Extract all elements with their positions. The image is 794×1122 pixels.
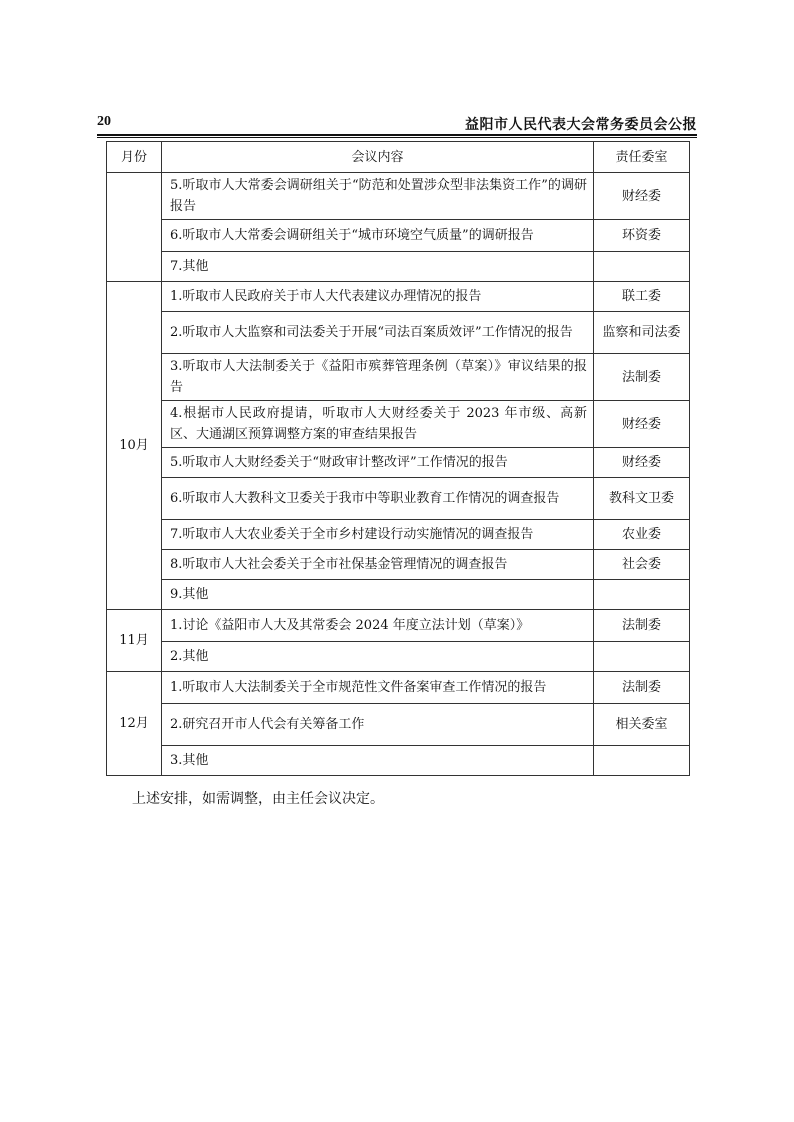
table-row [107, 282, 690, 312]
content-cell: 6.听取市人大常委会调研组关于“城市环境空气质量”的调研报告 [162, 220, 594, 252]
table-row [107, 580, 690, 610]
month-cell: 12月 [107, 672, 162, 776]
table-row [107, 746, 690, 776]
month-cell: 10月 [107, 282, 162, 610]
content-cell: 1.听取市人民政府关于市人大代表建议办理情况的报告 [162, 282, 594, 312]
table-row [107, 252, 690, 282]
content-cell: 2.其他 [162, 642, 594, 672]
dept-cell: 教科文卫委 [594, 478, 690, 520]
content-cell: 2.听取市人大监察和司法委关于开展“司法百案质效评”工作情况的报告 [162, 312, 594, 354]
dept-cell [594, 746, 690, 776]
content-cell: 2.研究召开市人代会有关筹备工作 [162, 704, 594, 746]
dept-cell: 法制委 [594, 672, 690, 704]
table-row [107, 672, 690, 704]
content-cell: 7.听取市人大农业委关于全市乡村建设行动实施情况的调查报告 [162, 520, 594, 550]
dept-cell: 财经委 [594, 173, 690, 220]
table-row [107, 610, 690, 642]
table-row [107, 550, 690, 580]
content-cell: 3.听取市人大法制委关于《益阳市殡葬管理条例（草案）》审议结果的报告 [162, 354, 594, 401]
content-cell: 5.听取市人大财经委关于“财政审计整改评”工作情况的报告 [162, 448, 594, 478]
page-number: 20 [97, 114, 111, 129]
content-cell: 4.根据市人民政府提请，听取市人大财经委关于 2023 年市级、高新区、大通湖区预算调整方案的审查结果报告 [162, 401, 594, 448]
table-row [107, 478, 690, 520]
dept-cell: 财经委 [594, 401, 690, 448]
content-cell: 1.讨论《益阳市人大及其常委会 2024 年度立法计划（草案）》 [162, 610, 594, 642]
table-row [107, 704, 690, 746]
table-row [107, 642, 690, 672]
content-cell: 1.听取市人大法制委关于全市规范性文件备案审查工作情况的报告 [162, 672, 594, 704]
content-cell: 6.听取市人大教科文卫委关于我市中等职业教育工作情况的调查报告 [162, 478, 594, 520]
content-cell: 3.其他 [162, 746, 594, 776]
dept-cell: 法制委 [594, 354, 690, 401]
dept-cell: 相关委室 [594, 704, 690, 746]
dept-cell: 环资委 [594, 220, 690, 252]
column-header-month: 月份 [107, 142, 162, 173]
table-row [107, 312, 690, 354]
dept-cell: 联工委 [594, 282, 690, 312]
dept-cell: 财经委 [594, 448, 690, 478]
table-body [107, 173, 690, 776]
table-row [107, 354, 690, 401]
dept-cell [594, 642, 690, 672]
table-row [107, 401, 690, 448]
dept-cell: 农业委 [594, 520, 690, 550]
content-cell: 7.其他 [162, 252, 594, 282]
table-row [107, 220, 690, 252]
content-cell: 9.其他 [162, 580, 594, 610]
header-rule-thin [97, 137, 697, 138]
dept-cell: 社会委 [594, 550, 690, 580]
table-row [107, 520, 690, 550]
closing-note: 上述安排，如需调整，由主任会议决定。 [132, 791, 384, 807]
publication-title: 益阳市人民代表大会常务委员会公报 [465, 117, 697, 133]
dept-cell [594, 252, 690, 282]
dept-cell: 法制委 [594, 610, 690, 642]
header-rule-thick [97, 134, 697, 136]
month-cell: 11月 [107, 610, 162, 672]
table-row [107, 173, 690, 220]
month-cell [107, 173, 162, 282]
content-cell: 8.听取市人大社会委关于全市社保基金管理情况的调查报告 [162, 550, 594, 580]
column-header-dept: 责任委室 [594, 142, 690, 173]
content-cell: 5.听取市人大常委会调研组关于“防范和处置涉众型非法集资工作”的调研报告 [162, 173, 594, 220]
meeting-schedule-table [106, 141, 690, 776]
table-header-row [107, 142, 690, 173]
page-header [97, 114, 697, 134]
table-row [107, 448, 690, 478]
column-header-content: 会议内容 [162, 142, 594, 173]
dept-cell: 监察和司法委 [594, 312, 690, 354]
dept-cell [594, 580, 690, 610]
